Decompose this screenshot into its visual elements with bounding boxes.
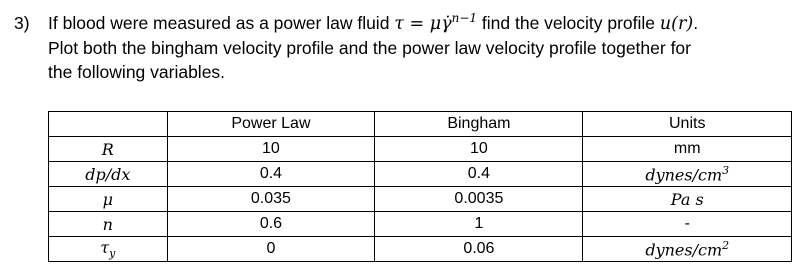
unit-text: dynes/cm xyxy=(645,240,723,260)
variables-table xyxy=(48,111,792,262)
variable-symbol xyxy=(49,187,168,212)
symbol-text: μ xyxy=(102,189,113,209)
velocity-profile-symbol: u(r) xyxy=(659,14,694,34)
question-number: 3) xyxy=(14,13,30,33)
power-law-value: 0.6 xyxy=(167,212,375,237)
bingham-value: 0.06 xyxy=(375,237,583,262)
variable-symbol xyxy=(49,137,168,162)
power-law-value: 10 xyxy=(167,137,375,162)
symbol-subscript: y xyxy=(109,247,116,261)
table-row xyxy=(49,187,792,212)
symbol-text: n xyxy=(102,214,113,234)
question-line-2: Plot both the bingham velocity profile and the power law velocity profile together for xyxy=(48,38,691,58)
question-intro-text: If blood were measured as a power law fluid xyxy=(48,13,395,33)
unit-exponent: 3 xyxy=(722,163,730,177)
question-line-end: . xyxy=(693,13,699,33)
symbol-text: τ xyxy=(100,237,110,257)
table-row xyxy=(49,237,792,262)
header-power-law: Power Law xyxy=(167,112,375,137)
header-units: Units xyxy=(583,112,792,137)
unit-text: dynes/cm xyxy=(645,165,723,185)
unit-exponent: 2 xyxy=(722,238,730,252)
bingham-value: 0.4 xyxy=(375,162,583,187)
question-line-1 xyxy=(14,11,784,36)
bingham-value: 0.0035 xyxy=(375,187,583,212)
symbol-text: R xyxy=(101,139,114,159)
symbol-text: dp/dx xyxy=(85,164,131,184)
question-text xyxy=(14,11,784,84)
header-variable xyxy=(49,112,168,137)
table-row xyxy=(49,137,792,162)
power-law-value: 0.4 xyxy=(167,162,375,187)
bingham-value: 10 xyxy=(375,137,583,162)
unit-value xyxy=(583,162,792,187)
unit-value: Pa s xyxy=(583,187,792,212)
header-bingham: Bingham xyxy=(375,112,583,137)
equation-base: τ = μγ̇ xyxy=(394,14,452,34)
bingham-value: 1 xyxy=(375,212,583,237)
unit-value xyxy=(583,237,792,262)
power-law-equation xyxy=(394,11,478,34)
variable-symbol xyxy=(49,162,168,187)
variable-symbol xyxy=(49,212,168,237)
power-law-value: 0.035 xyxy=(167,187,375,212)
unit-value: mm xyxy=(583,137,792,162)
unit-value: - xyxy=(583,212,792,237)
variable-symbol xyxy=(49,237,168,262)
question-line-3: the following variables. xyxy=(48,62,226,82)
table-row xyxy=(49,162,792,187)
table-header-row xyxy=(49,112,792,137)
power-law-value: 0 xyxy=(167,237,375,262)
question-mid-text: find the velocity profile xyxy=(477,13,660,33)
equation-exponent: n−1 xyxy=(451,11,478,25)
table-row xyxy=(49,212,792,237)
